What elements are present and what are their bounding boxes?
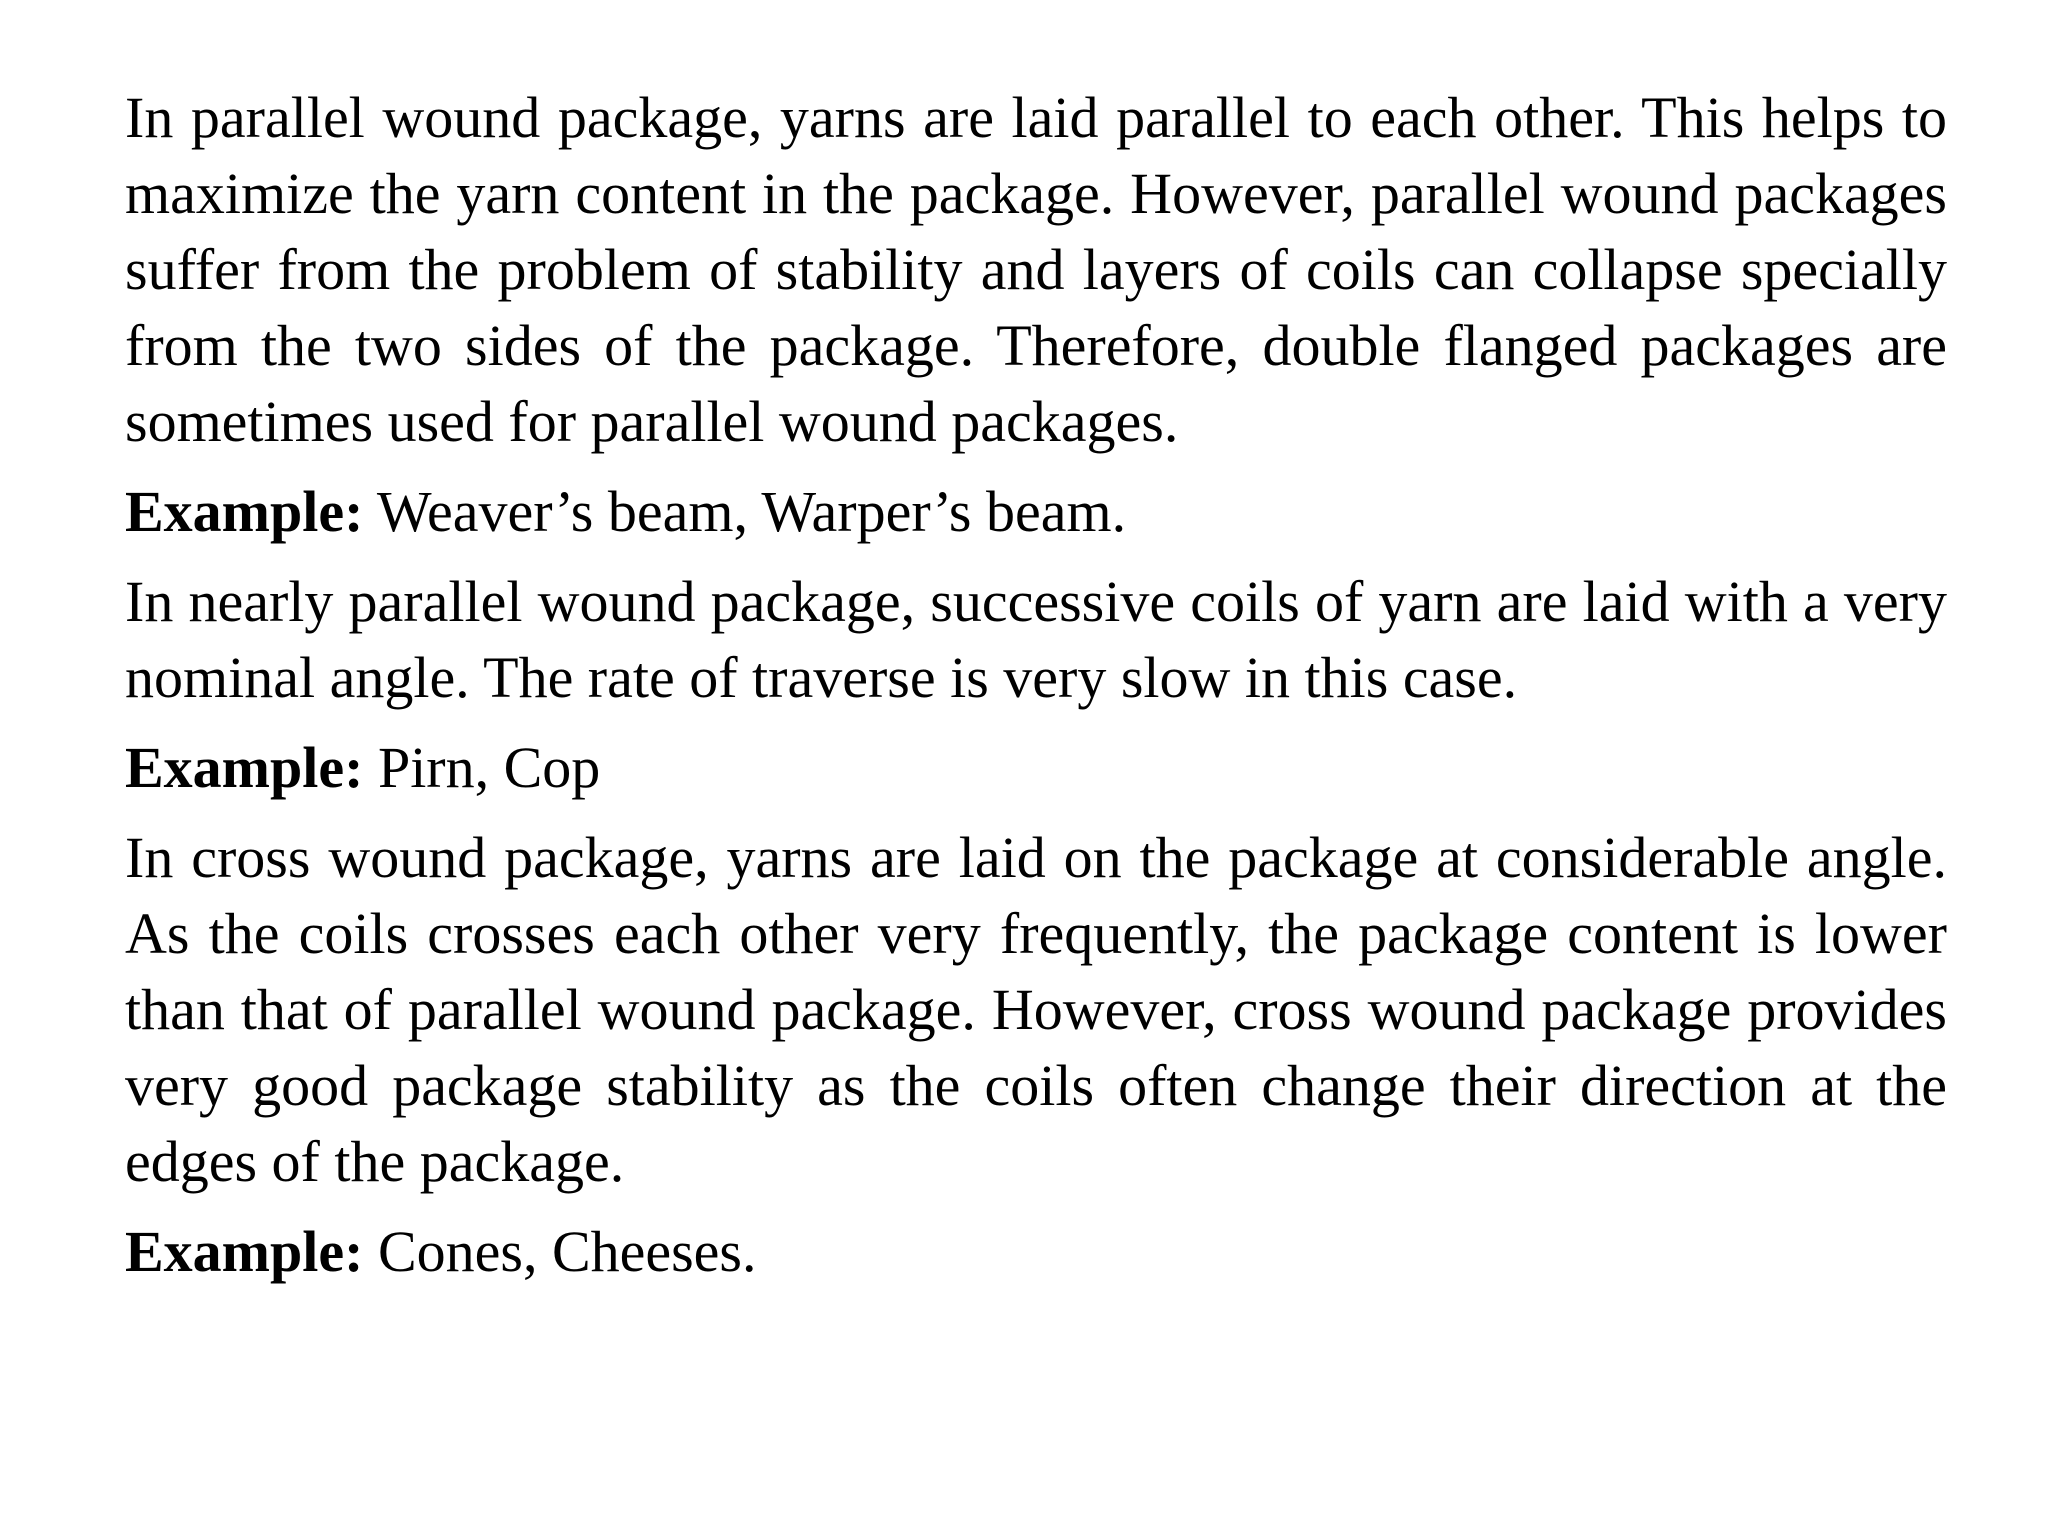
example-text: Pirn, Cop: [363, 735, 601, 800]
paragraph-cross-wound: In cross wound package, yarns are laid on the package at considerable angle. As the coils crosses each other very frequently, the package content is lower than that of parallel wound package. However, cross wound package provides very good package stability as the coils often change their direction at the edges of the package.: [125, 825, 1947, 1194]
document-page: [125, 80, 1947, 1290]
paragraph-nearly-parallel-wound: In nearly parallel wound package, successive coils of yarn are laid with a very nominal angle. The rate of traverse is very slow in this case.: [125, 569, 1947, 710]
example-parallel-wound: [125, 474, 1947, 550]
example-label: Example:: [125, 1219, 364, 1284]
example-text: Cones, Cheeses.: [363, 1219, 757, 1284]
example-label: Example:: [125, 479, 364, 544]
example-cross-wound: [125, 1214, 1947, 1290]
example-text: Weaver’s beam, Warper’s beam.: [363, 479, 1127, 544]
example-nearly-parallel-wound: [125, 730, 1947, 806]
example-label: Example:: [125, 735, 364, 800]
paragraph-parallel-wound: In parallel wound package, yarns are laid parallel to each other. This helps to maximize the yarn content in the package. However, parallel wound packages suffer from the problem of stability and layers of coils can collapse specially from the two sides of the package. Therefore, double flanged packages are sometimes used for parallel wound packages.: [125, 85, 1947, 454]
